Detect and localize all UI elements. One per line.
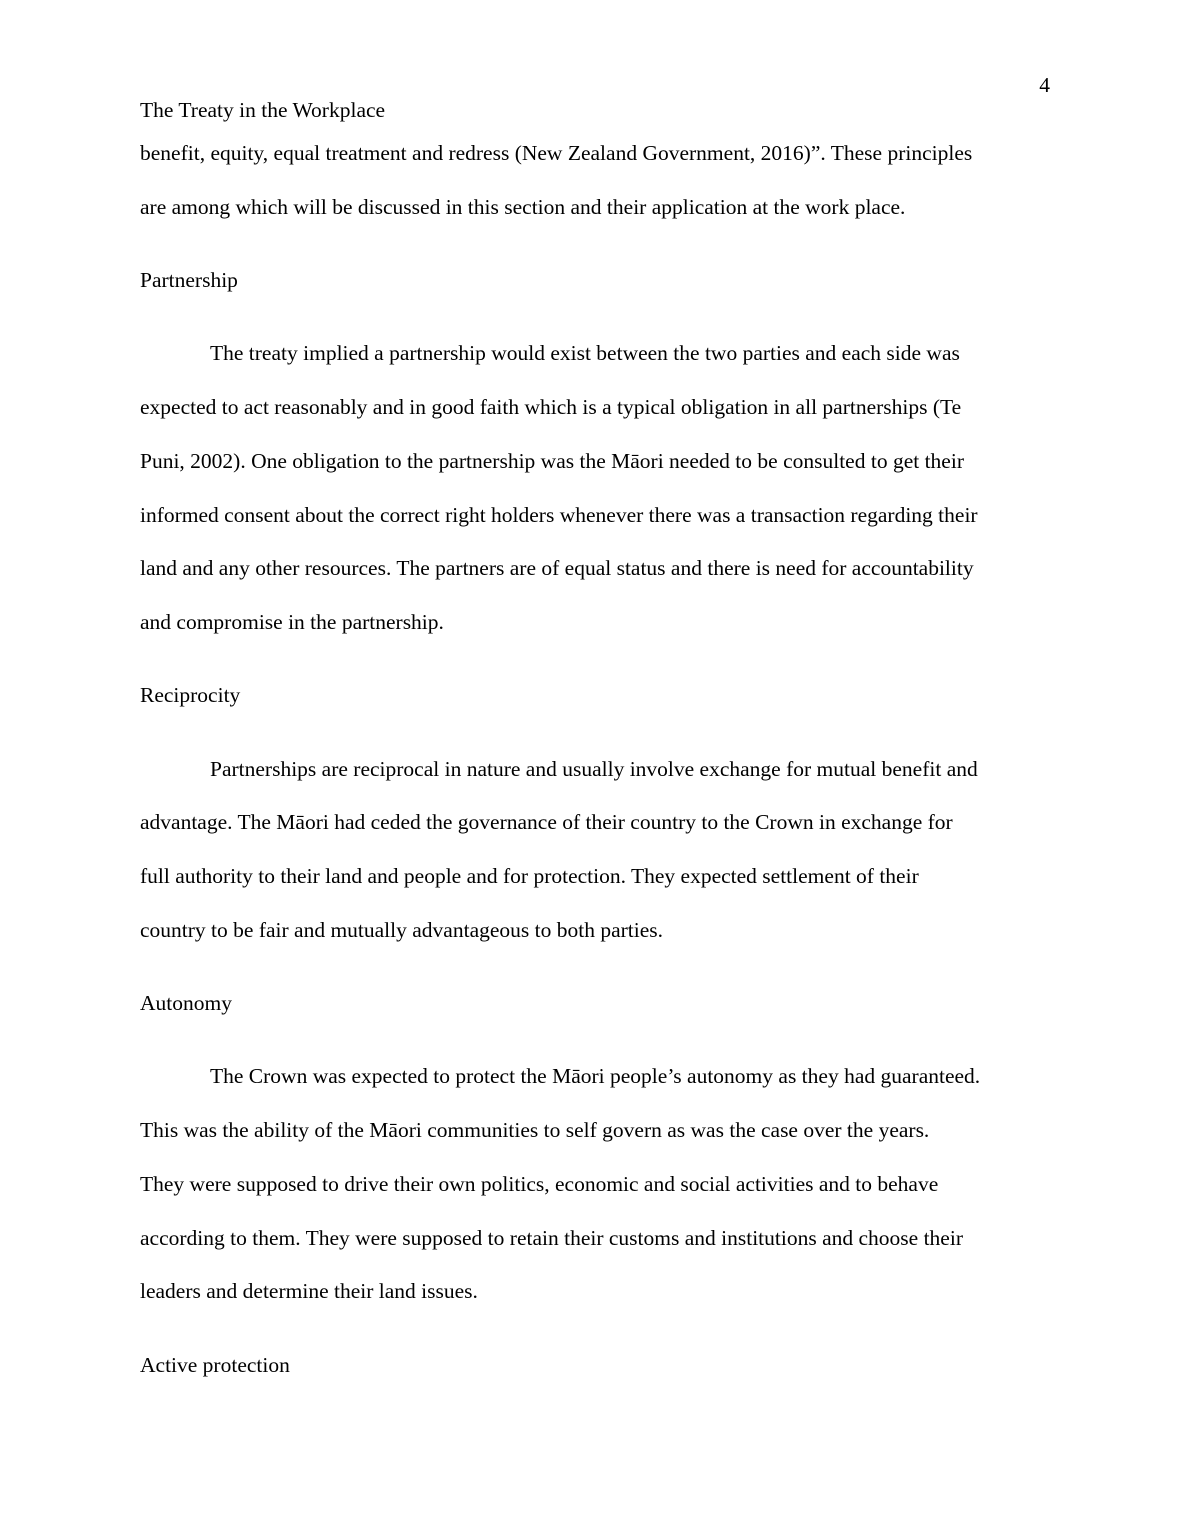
document-body [140,127,1050,1392]
paragraph-line: Puni, 2002). One obligation to the partnership was the Māori needed to be consulted to get their [140,448,964,473]
section-heading-partnership: Partnership [140,267,238,292]
autonomy-paragraph [140,1050,1050,1319]
page-number: 4 [1039,73,1050,97]
section-heading-active-protection: Active protection [140,1352,290,1377]
section-heading-autonomy: Autonomy [140,991,232,1016]
intro-paragraph [140,127,1050,235]
section-heading-reciprocity: Reciprocity [140,683,241,708]
paragraph-line: The treaty implied a partnership would exist between the two parties and each side was [210,341,960,366]
partnership-paragraph [140,327,1050,650]
reciprocity-paragraph [140,743,1050,958]
paragraph-line: according to them. They were supposed to retain their customs and institutions and choose their [140,1225,963,1250]
paragraph-line: full authority to their land and people and for protection. They expected settlement of their [140,864,919,889]
paragraph-line: and compromise in the partnership. [140,610,444,635]
paragraph-line: They were supposed to drive their own politics, economic and social activities and to behave [140,1171,939,1196]
paragraph-line: land and any other resources. The partners are of equal status and there is need for accountability [140,556,974,581]
paragraph-line: This was the ability of the Māori communities to self govern as was the case over the years. [140,1118,930,1143]
paragraph-line: informed consent about the correct right holders whenever there was a transaction regarding their [140,502,978,527]
paragraph-line: expected to act reasonably and in good faith which is a typical obligation in all partnerships (Te [140,394,962,419]
paragraph-line: leaders and determine their land issues. [140,1279,478,1304]
intro-line: benefit, equity, equal treatment and redress (New Zealand Government, 2016)”. These principles [140,141,973,165]
intro-line: are among which will be discussed in this section and their application at the work place. [140,194,906,219]
running-head: The Treaty in the Workplace [140,98,386,122]
paragraph-line: Partnerships are reciprocal in nature and usually involve exchange for mutual benefit and [210,756,978,781]
paragraph-line: The Crown was expected to protect the Māori people’s autonomy as they had guaranteed. [210,1064,981,1089]
paragraph-line: advantage. The Māori had ceded the governance of their country to the Crown in exchange for [140,810,953,835]
paragraph-line: country to be fair and mutually advantageous to both parties. [140,917,664,942]
